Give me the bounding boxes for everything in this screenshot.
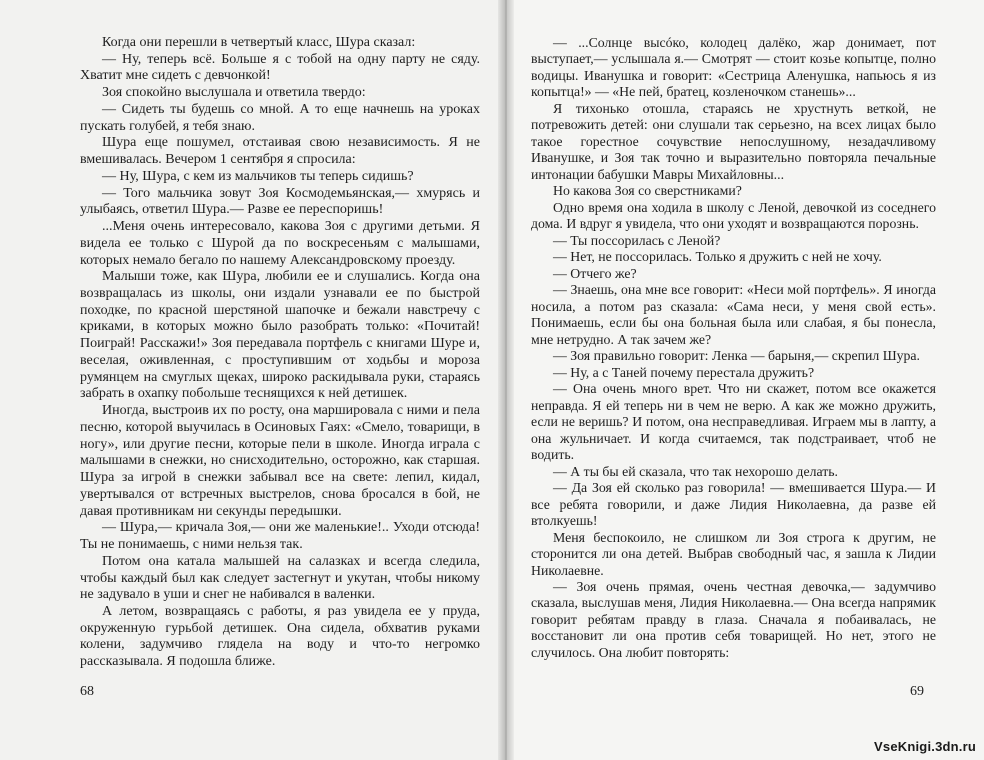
- book-gutter: [498, 0, 514, 760]
- paragraph: А летом, возвращаясь с работы, я раз увидела ее у пруда, окруженную гурьбой детишек. Она сидела, обхватив руками колени, задумчиво глядела на воду и что-то негромко рассказывала. Я подошла ближе.: [80, 603, 480, 670]
- paragraph: Когда они перешли в четвертый класс, Шура сказал:: [102, 35, 416, 50]
- paragraph: Но какова Зоя со сверстниками?: [553, 183, 742, 199]
- paragraph: — Того мальчика зовут Зоя Космодемьянская,— хмурясь и улыбаясь, ответил Шура.— Разве ее переспоришь!: [80, 185, 480, 218]
- paragraph: — Ну, теперь всё. Больше я с тобой на одну парту не сяду. Хватит мне сидеть с девчонкой!: [80, 51, 480, 84]
- paragraph: Я тихонько отошла, стараясь не хрустнуть веткой, не потревожить детей: они слушали так серьезно, на всех лицах было такое горестное сочувствие непослушному, незадачливому Иванушке, и Зоя так точно и выразительно повторяла печальные интонации бабушки Мавры Михайловны...: [531, 100, 936, 182]
- page-number: 69: [910, 684, 924, 699]
- paragraph: — Ну, Шура, с кем из мальчиков ты теперь сидишь?: [102, 168, 414, 184]
- paragraph: — Сидеть ты будешь со мной. А то еще начнешь на уроках пускать голубей, я тебя знаю.: [80, 101, 480, 134]
- paragraph: — Ты поссорилась с Леной?: [553, 232, 721, 248]
- paragraph: — Зоя очень прямая, очень честная девочка,— задумчиво сказала, выслушав меня, Лидия Николаевна.— Она всегда напрямик говорит ребятам правду в глаза. Сначала я побаивалась, не восстановит ли она против себя товарищей. Но нет, этого не случилось. Она любит повторять:: [531, 578, 936, 660]
- paragraph: — ...Солнце высóко, колодец далёко, жар донимает, пот выступает,— услышала я.— Смотрят — стоит козье копытце, полно водицы. Иванушка и говорит: «Сестрица Аленушка, напьюсь я из копытца!» — «Не пей, братец, козленочком станешь»...: [531, 35, 936, 100]
- paragraph: Одно время она ходила в школу с Леной, девочкой из соседнего дома. И вдруг я увидела, что они уходят и возвращаются порознь.: [531, 199, 936, 232]
- paragraph: — А ты бы ей сказала, что так нехорошо делать.: [553, 463, 838, 479]
- paragraph: — Знаешь, она мне все говорит: «Неси мой портфель». Я иногда носила, а потом раз сказала: «Сама неси, у меня свой есть». Понимаешь, если бы она больная была или слабая, я бы понесла, мне нетрудно. А так зачем же?: [531, 282, 936, 347]
- paragraph: — Ну, а с Таней почему перестала дружить?: [553, 364, 815, 380]
- paragraph: Зоя спокойно выслушала и ответила твердо:: [102, 85, 366, 101]
- paragraph: Иногда, выстроив их по росту, она маршировала с ними и пела песню, которой выучилась в Осиновых Гаях: «Смело, товарищи, в ногу», или другие песни, которые пели в школе. Иногда играла с малышами в снежки, но снисходительно, осторожно, как старшая. Шура за игрой в снежки забывал все на свете: лепил, кидал, увертывался от встречных выстрелов, снова бросался в бой, не давая противникам ни секунды передышки.: [80, 403, 480, 519]
- left-page-text: [80, 35, 480, 671]
- page-number: 68: [80, 684, 94, 699]
- paragraph: Шура еще пошумел, отстаивая свою независимость. Я не вмешивалась. Вечером 1 сентября я спросила:: [80, 135, 480, 168]
- paragraph: ...Меня очень интересовало, какова Зоя с другими детьми. Я видела ее только с Шурой да по воскресеньям с малышами, которых немало бегало по нашему Александровскому проезду.: [80, 219, 480, 268]
- paragraph: — Отчего же?: [553, 265, 637, 281]
- watermark: VseKnigi.3dn.ru: [874, 739, 976, 754]
- paragraph: — Нет, не поссорилась. Только я дружить с ней не хочу.: [553, 249, 882, 265]
- paragraph: Потом она катала малышей на салазках и всегда следила, чтобы каждый был как следует застегнут и укутан, чтобы никому не задувало в уши и снег не набивался в валенки.: [80, 553, 480, 603]
- right-page: [505, 0, 984, 760]
- paragraph: Малыши тоже, как Шура, любили ее и слушались. Когда она возвращалась из школы, они издали узнавали ее по быстрой походке, по красной шерстяной шапочке и бежали навстречу с криками, в которых можно было разобрать только: «Почитай! Поиграй! Расскажи!» Зоя передавала портфель с книгами Шуре и, веселая, оживленная, с проступившим от ходьбы и мороза румянцем на смуглых щеках, широко раскидывала руки, стараясь забрать в охапку побольше теснящихся к ней детишек.: [80, 269, 480, 402]
- paragraph: — Шура,— кричала Зоя,— они же маленькие!.. Уходи отсюда! Ты не понимаешь, с ними нельзя так.: [80, 520, 480, 553]
- paragraph: Меня беспокоило, не слишком ли Зоя строга к другим, не сторонится ли она детей. Выбрав свободный час, я зашла к Лидии Николаевне.: [531, 529, 936, 578]
- paragraph: — Зоя правильно говорит: Ленка — барыня,— скрепил Шура.: [553, 348, 920, 364]
- paragraph: — Она очень много врет. Что ни скажет, потом все окажется неправда. Я ей теперь ни в чем не верю. А как же можно дружить, если не веришь? И потом, она несправедливая. Играем мы в лапту, а она жульничает. И когда считаемся, так подстраивает, чтоб не водить.: [531, 381, 936, 463]
- paragraph: — Да Зоя ей сколько раз говорила! — вмешивается Шура.— И все ребята говорили, и даже Лидия Николаевна, да разве ей втолкуешь!: [531, 480, 936, 529]
- right-page-text: [531, 35, 936, 661]
